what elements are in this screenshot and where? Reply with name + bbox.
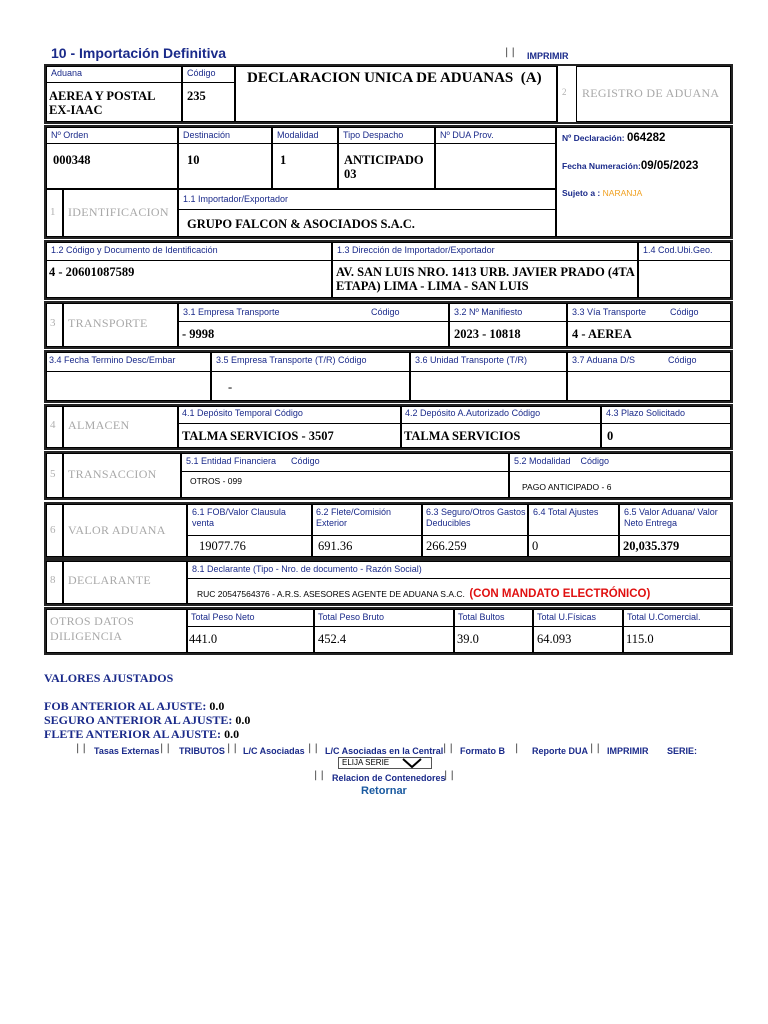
declarante-value: RUC 20547564376 - A.R.S. ASESORES AGENTE DE ADUANA S.A.C. — [197, 589, 465, 599]
separator: | | — [160, 743, 170, 754]
u-fisicas-label: Total U.Físicas — [537, 612, 597, 622]
destinacion-value: 10 — [187, 153, 200, 167]
fob-ajuste-row — [44, 699, 224, 714]
fob-ajuste-label: FOB ANTERIOR AL AJUSTE: — [44, 699, 207, 713]
u-comercial-value: 115.0 — [626, 632, 654, 646]
separator: | | — [444, 770, 454, 781]
seguro-ajuste-label: SEGURO ANTERIOR AL AJUSTE: — [44, 713, 233, 727]
codigo-label: Código — [187, 68, 216, 78]
fecha-label: Fecha Numeración: — [562, 161, 641, 171]
fecha-row — [562, 160, 698, 172]
valor-aduana-label: 6.5 Valor Aduana/ Valor Neto Entrega — [624, 507, 718, 528]
u-fisicas-value: 64.093 — [537, 632, 572, 646]
plazo-label: 4.3 Plazo Solicitado — [606, 408, 686, 418]
mandato-electronico: (CON MANDATO ELECTRÓNICO) — [469, 588, 651, 600]
orden-value: 000348 — [53, 153, 91, 167]
separator: | | — [76, 743, 86, 754]
declaracion-row — [562, 132, 665, 144]
separator: | | — [314, 770, 324, 781]
fob-value: 19077.76 — [199, 539, 246, 553]
peso-bruto-label: Total Peso Bruto — [318, 612, 385, 622]
modalidad-pago-label: 5.2 Modalidad Código — [514, 456, 610, 466]
declaracion-value: 064282 — [627, 132, 666, 144]
tipo-despacho-value: ANTICIPADO 03 — [344, 153, 424, 181]
transaccion-title: TRANSACCION — [68, 467, 157, 481]
valor-aduana-num: 6 — [50, 524, 56, 536]
flete-value: 691.36 — [318, 539, 353, 553]
seguro-label: 6.3 Seguro/Otros Gastos Deducibles — [426, 507, 526, 528]
importador-label: 1.1 Importador/Exportador — [183, 194, 289, 204]
destinacion-label: Destinación — [183, 130, 231, 140]
importador-value: GRUPO FALCON & ASOCIADOS S.A.C. — [187, 217, 415, 231]
registro-label: REGISTRO DE ADUANA — [582, 86, 720, 100]
separator: | | — [505, 47, 515, 58]
via-codigo-label: Código — [670, 307, 699, 317]
aduana-value: AEREA Y POSTAL EX-IAAC — [49, 89, 155, 117]
bultos-label: Total Bultos — [458, 612, 505, 622]
empresa-codigo-label: Código — [371, 307, 400, 317]
bultos-value: 39.0 — [457, 632, 479, 646]
via-transporte-value: 4 - AEREA — [572, 327, 632, 341]
dua-prov-label: Nº DUA Prov. — [440, 130, 494, 140]
modalidad-value: 1 — [280, 153, 287, 167]
aduana-label: Aduana — [51, 68, 83, 78]
formato-b-link[interactable]: Formato B — [460, 746, 505, 756]
fob-label: 6.1 FOB/Valor Clausula venta — [192, 507, 286, 528]
retornar-link[interactable]: Retornar — [361, 785, 407, 797]
valores-ajustados-title: VALORES AJUSTADOS — [44, 671, 174, 685]
fob-ajuste-value: 0.0 — [209, 699, 225, 713]
empresa-transporte-label: 3.1 Empresa Transporte — [183, 307, 280, 317]
flete-ajuste-row — [44, 727, 239, 742]
direccion-label: 1.3 Dirección de Importador/Exportador — [337, 245, 495, 255]
aduana-ds-codigo-label: Código — [668, 355, 697, 365]
transporte-title: TRANSPORTE — [68, 316, 148, 330]
direccion-value: AV. SAN LUIS NRO. 1413 URB. JAVIER PRADO (4TA ETAPA) LIMA - LIMA - SAN LUIS — [336, 265, 635, 293]
deposito-temporal-label: 4.1 Depósito Temporal Código — [182, 408, 303, 418]
transaccion-num: 5 — [50, 468, 56, 480]
relacion-contenedores-link[interactable]: Relacion de Contenedores — [332, 773, 446, 783]
u-comercial-label: Total U.Comercial. — [627, 612, 701, 622]
valor-aduana-title: VALOR ADUANA — [68, 523, 166, 537]
tasas-externas-link[interactable]: Tasas Externas — [94, 746, 160, 756]
chevron-down-icon — [401, 757, 423, 772]
entidad-financiera-value: OTROS - 099 — [190, 476, 242, 486]
via-transporte-label: 3.3 Vía Transporte — [572, 307, 647, 317]
identificacion-title: IDENTIFICACION — [68, 205, 169, 219]
peso-bruto-value: 452.4 — [318, 632, 347, 646]
sujeto-value: NARANJA — [602, 188, 643, 198]
transporte-num: 3 — [50, 317, 56, 329]
seguro-ajuste-row — [44, 713, 250, 728]
separator: | | — [443, 743, 453, 754]
separator: | | — [590, 743, 600, 754]
almacen-num: 4 — [50, 419, 56, 431]
serie-select[interactable] — [338, 757, 432, 769]
tipo-despacho-label: Tipo Despacho — [343, 130, 404, 140]
unidad-transporte-label: 3.6 Unidad Transporte (T/R) — [415, 355, 528, 365]
codigo-doc-value: 4 - 20601087589 — [49, 265, 135, 279]
sujeto-row — [562, 188, 642, 198]
otros-datos-title: OTROS DATOS DILIGENCIA — [50, 614, 135, 643]
lc-asociadas-link[interactable]: L/C Asociadas — [243, 746, 305, 756]
deposito-autorizado-label: 4.2 Depósito A.Autorizado Código — [405, 408, 541, 418]
separator: | — [515, 743, 519, 754]
peso-neto-value: 441.0 — [189, 632, 218, 646]
separator: | | — [227, 743, 237, 754]
orden-label: Nº Orden — [51, 130, 89, 140]
manifiesto-value: 2023 - 10818 — [454, 327, 521, 341]
codigo-value: 235 — [187, 89, 206, 103]
print-link-top[interactable]: IMPRIMIR — [527, 51, 569, 61]
empresa-tr-label: 3.5 Empresa Transporte (T/R) Código — [216, 355, 367, 365]
flete-label: 6.2 Flete/Comisión Exterior — [316, 507, 392, 528]
declarante-num: 8 — [50, 574, 56, 586]
valor-aduana-value: 20,035.379 — [623, 539, 680, 553]
modalidad-pago-value: PAGO ANTICIPADO - 6 — [522, 482, 612, 492]
serie-label: SERIE: — [667, 746, 698, 756]
empresa-tr-value: - — [228, 380, 233, 394]
codigo-doc-label: 1.2 Código y Documento de Identificación — [51, 245, 218, 255]
seguro-ajuste-value: 0.0 — [235, 713, 251, 727]
ubigeo-label: 1.4 Cod.Ubi.Geo. — [643, 245, 713, 255]
aduana-ds-label: 3.7 Aduana D/S — [572, 355, 636, 365]
peso-neto-label: Total Peso Neto — [191, 612, 255, 622]
empresa-transporte-value: - 9998 — [182, 327, 215, 341]
lc-central-link[interactable]: L/C Asociadas en la Central — [325, 746, 444, 756]
page-title: 10 - Importación Definitiva — [51, 45, 227, 61]
sujeto-label: Sujeto a : — [562, 188, 601, 198]
modalidad-label: Modalidad — [277, 130, 319, 140]
reporte-dua-link[interactable]: Reporte DUA — [532, 746, 589, 756]
flete-ajuste-value: 0.0 — [224, 727, 240, 741]
almacen-title: ALMACEN — [68, 418, 130, 432]
manifiesto-label: 3.2 Nº Manifiesto — [454, 307, 523, 317]
deposito-temporal-value: TALMA SERVICIOS - 3507 — [182, 429, 334, 443]
declarante-title: DECLARANTE — [68, 573, 151, 587]
separator: | | — [308, 743, 318, 754]
doc-title: DECLARACION UNICA DE ADUANAS (A) — [247, 70, 542, 86]
imprimir-link[interactable]: IMPRIMIR — [607, 746, 649, 756]
seguro-value: 266.259 — [426, 539, 467, 553]
registro-num: 2 — [562, 87, 567, 97]
flete-ajuste-label: FLETE ANTERIOR AL AJUSTE: — [44, 727, 222, 741]
declaracion-label: Nº Declaración: — [562, 133, 625, 143]
entidad-financiera-label: 5.1 Entidad Financiera Código — [186, 456, 320, 466]
serie-select-value: ELIJA SERIE — [342, 758, 390, 767]
total-ajustes-value: 0 — [532, 539, 539, 553]
plazo-value: 0 — [607, 429, 614, 443]
total-ajustes-label: 6.4 Total Ajustes — [533, 507, 599, 517]
declarante-label: 8.1 Declarante (Tipo - Nro. de documento - Razón Social) — [192, 564, 422, 574]
identificacion-num: 1 — [50, 206, 56, 218]
tributos-link[interactable]: TRIBUTOS — [179, 746, 225, 756]
fecha-termino-label: 3.4 Fecha Termino Desc/Embar — [49, 355, 176, 365]
fecha-value: 09/05/2023 — [640, 160, 699, 172]
declarante-row — [197, 584, 650, 602]
deposito-autorizado-value: TALMA SERVICIOS — [404, 429, 521, 443]
